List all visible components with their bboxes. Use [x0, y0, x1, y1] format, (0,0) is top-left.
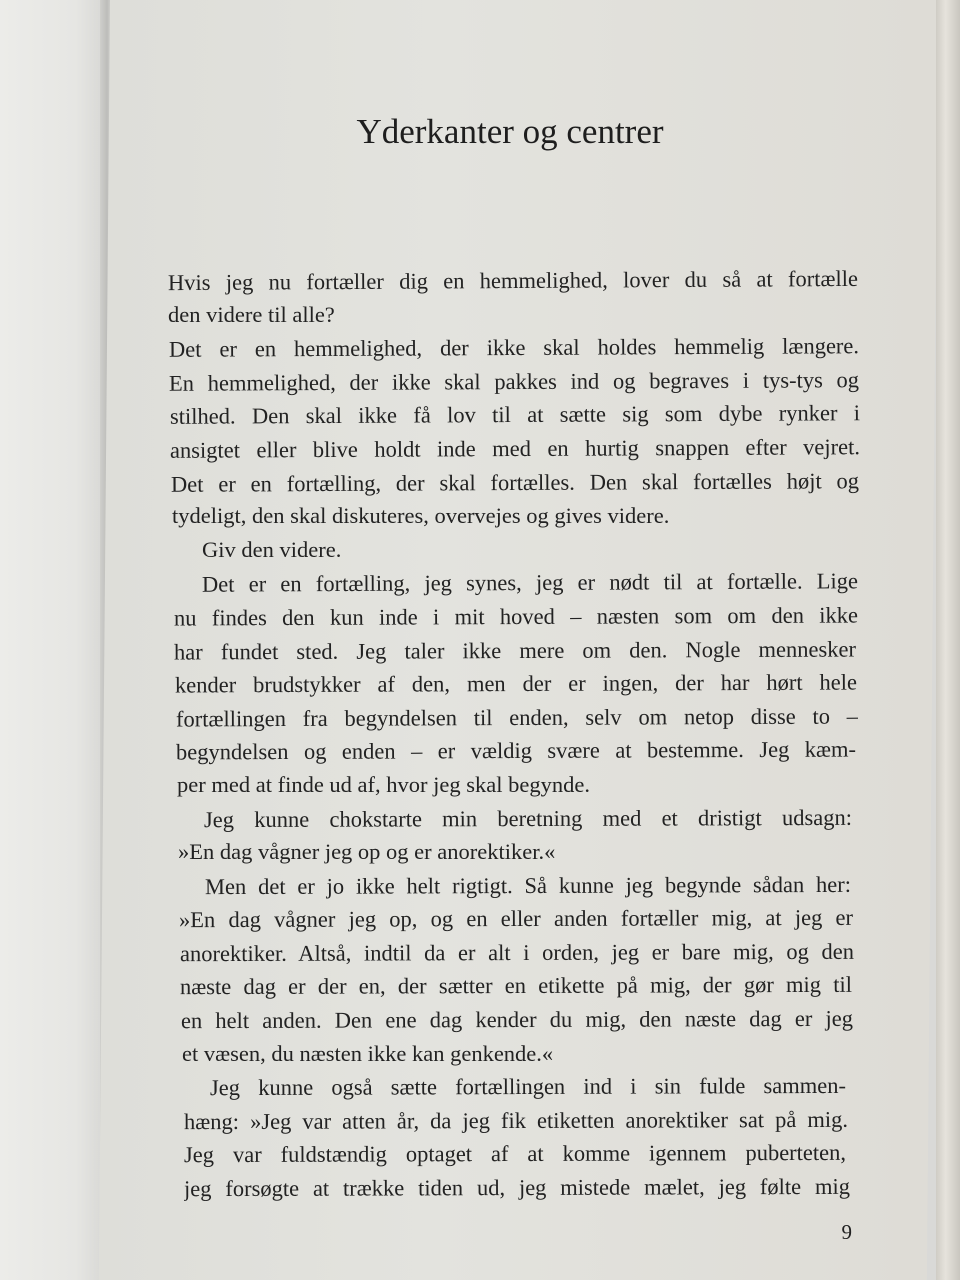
text-line: kender brudstykker af den, men der er ingen, der har hørt hele	[174, 669, 858, 698]
facing-page	[0, 0, 108, 1280]
text-line: Det er en hemmelighed, der ikke skal holdes hemmelig længere.	[168, 333, 860, 362]
text-line: per med at finde ud af, hvor jeg skal begynde.	[177, 771, 590, 797]
text-line: jeg forsøgte at trække tiden ud, jeg mistede mælet, jeg følte mig	[183, 1173, 851, 1202]
text-line: Jeg var fuldstændig optaget af at komme igennem puberteten,	[183, 1140, 847, 1168]
text-line: »En dag vågner jeg op, og en eller anden fortæller mig, at jeg er	[178, 905, 854, 933]
text-line: En hemmelighed, der ikke skal pakkes ind og begraves i tys-tys og	[168, 366, 860, 396]
text-line: har fundet sted. Jeg taler ikke mere om den. Nogle mennesker	[173, 636, 857, 665]
text-line: »En dag vågner jeg op og er anorektiker.«	[178, 839, 556, 865]
text-line: stilhed. Den skal ikke få lov til at sætte sig som dybe rynker i	[169, 400, 861, 430]
text-line: et væsen, du næsten ikke kan genkende.«	[182, 1040, 554, 1066]
text-line: Det er en fortælling, der skal fortælles. Den skal fortælles højt og	[170, 467, 860, 497]
text-line: Jeg kunne chokstarte min beretning med et dristigt udsagn:	[203, 804, 853, 832]
page-number: 9	[841, 1220, 852, 1244]
text-line: Hvis jeg nu fortæller dig en hemmelighed, lover du så at fortælle	[167, 265, 859, 296]
body-text	[167, 264, 861, 1205]
text-line: den videre til alle?	[168, 301, 335, 327]
page-edge	[936, 0, 960, 1280]
text-line: anorektiker. Altså, indtil da er alt i orden, jeg er bare mig, og den	[179, 938, 855, 967]
text-line: Giv den videre.	[202, 536, 342, 562]
text-line: næste dag er der en, der sætter en etikette på mig, der gør mig til	[179, 972, 853, 1000]
text-line: Det er en fortælling, jeg synes, jeg er nødt til at fortælle. Lige	[201, 568, 859, 598]
chapter-title: Yderkanter og centrer	[356, 112, 664, 151]
text-line: begyndelsen og enden – er vældig svære at bestemme. Jeg kæm-	[175, 736, 857, 765]
text-line: Jeg kunne også sætte fortællingen ind i sin fulde sammen-	[209, 1073, 847, 1101]
text-line: fortællingen fra begyndelsen til enden, selv om netop disse to –	[175, 703, 859, 732]
text-line: tydeligt, den skal diskuteres, overvejes og gives videre.	[172, 503, 670, 529]
text-line: nu findes den kun inde i mit hoved – næsten som om den ikke	[173, 602, 859, 631]
text-line: hæng: »Jeg var atten år, da jeg fik etiketten anorektiker sat på mig.	[183, 1106, 849, 1135]
text-line: Men det er jo ikke helt rigtigt. Så kunne jeg begynde sådan her:	[204, 871, 852, 899]
text-line: ansigtet eller blive holdt inde med en hurtig snappen efter vejret.	[169, 434, 861, 463]
text-line: en helt anden. Den ene dag kender du mig, den næste dag er jeg	[180, 1005, 854, 1034]
